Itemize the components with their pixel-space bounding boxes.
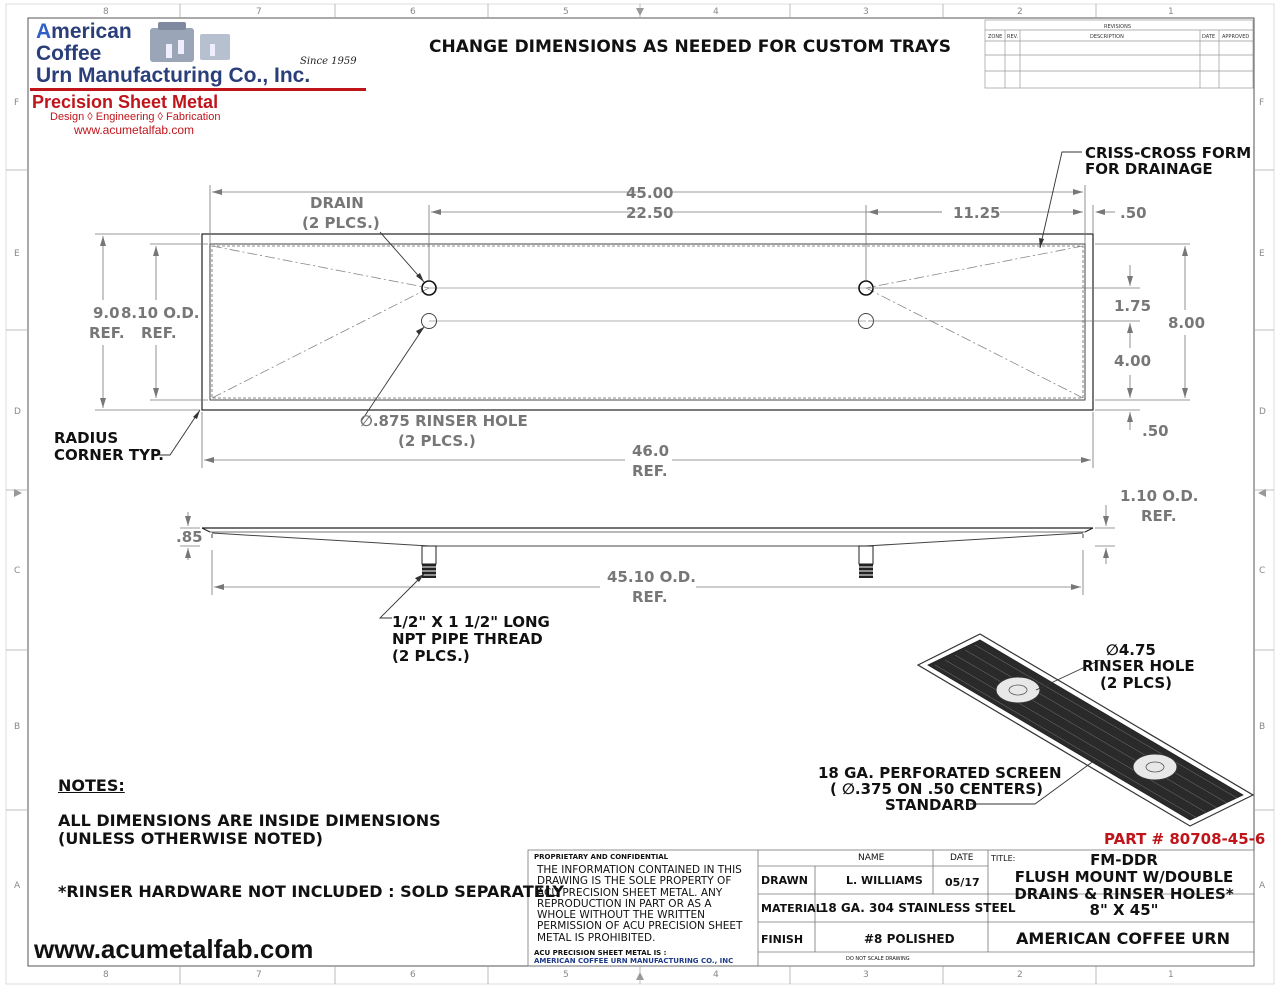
- zone-row-a-right: A: [1259, 881, 1266, 891]
- logo-line1-rest: merican: [51, 20, 132, 43]
- no-scale: DO NOT SCALE DRAWING: [846, 956, 910, 962]
- zone-col-8-bottom: 8: [103, 970, 109, 980]
- zone-col-7: 7: [256, 7, 262, 17]
- crisscross-leader-arrow: [1039, 238, 1044, 248]
- criss-cross-lines: [212, 246, 1083, 398]
- material-label: MATERIAL: [761, 902, 823, 915]
- title-line1: FM-DDR: [1090, 851, 1158, 869]
- part-number: PART # 80708-45-6: [1104, 830, 1266, 848]
- notes-line1: ALL DIMENSIONS ARE INSIDE DIMENSIONS: [58, 811, 441, 830]
- notes-line3: *RINSER HARDWARE NOT INCLUDED : SOLD SEPARATELY: [58, 882, 564, 901]
- thread-leader: [380, 574, 424, 618]
- dim-85: .85: [176, 528, 203, 546]
- zone-col-5: 5: [563, 7, 569, 17]
- zone-col-4: 4: [713, 7, 719, 17]
- dim-400: 4.00: [1114, 352, 1152, 370]
- drawn-label: DRAWN: [761, 874, 808, 887]
- crisscross-line2: FOR DRAINAGE: [1085, 160, 1213, 178]
- iso-hole-dia: ∅4.75: [1106, 641, 1156, 659]
- dim-460: 46.0: [632, 442, 670, 460]
- center-mark-top: [636, 8, 644, 16]
- zone-row-e-right: E: [1259, 249, 1265, 259]
- rev-col-zone: ZONE: [988, 34, 1003, 40]
- crisscross-line1: CRISS-CROSS FORM: [1085, 144, 1252, 162]
- prop-foot-1: ACU PRECISION SHEET METAL IS :: [534, 949, 667, 957]
- logo-url: www.acumetalfab.com: [74, 123, 195, 137]
- dim-od-arrow-top: [1103, 516, 1109, 526]
- dim-od-ref: REF.: [1141, 507, 1177, 525]
- rev-col-approved: APPROVED: [1222, 34, 1250, 40]
- zone-col-2-bottom: 2: [1017, 970, 1023, 980]
- zone-col-1: 1: [1168, 7, 1174, 17]
- header-title: CHANGE DIMENSIONS AS NEEDED FOR CUSTOM TRAYS: [429, 37, 951, 57]
- drain-qty: (2 PLCS.): [302, 214, 380, 232]
- dim-4510: 45.10 O.D.: [607, 568, 696, 586]
- zone-row-b-right: B: [1259, 722, 1266, 732]
- dim-edge-bottom: .50: [1142, 422, 1169, 440]
- logo-precision: Precision Sheet Metal: [32, 92, 219, 112]
- dim-quarter: 11.25: [953, 204, 1001, 222]
- dim-overall: 45.00: [626, 184, 674, 202]
- zone-row-e: E: [14, 249, 20, 259]
- dim-od-arrow-bottom: [1103, 548, 1109, 558]
- title-label: TITLE:: [991, 854, 1016, 863]
- logo-red-rule: [30, 88, 366, 91]
- prop-heading: PROPRIETARY AND CONFIDENTIAL: [534, 853, 669, 861]
- top-view: [202, 234, 1093, 410]
- logo-services: Design ◊ Engineering ◊ Fabrication: [50, 111, 221, 123]
- title-line2: FLUSH MOUNT W/DOUBLE: [1014, 868, 1234, 886]
- zone-row-d: D: [14, 407, 21, 417]
- dimension-arrows: [100, 189, 1188, 463]
- tray-inner-outline: [210, 244, 1085, 400]
- zone-row-f: F: [14, 98, 20, 108]
- tray-outer-outline: [202, 234, 1093, 410]
- screen-line1: 18 GA. PERFORATED SCREEN: [818, 764, 1062, 782]
- logo-urn: Urn Manufacturing Co., Inc.: [36, 64, 311, 87]
- tray-inner-dashed: [212, 246, 1083, 398]
- thread-line1: 1/2" X 1 1/2" LONG: [392, 613, 550, 631]
- zone-col-7-bottom: 7: [256, 970, 262, 980]
- rev-col-rev: REV.: [1007, 34, 1018, 40]
- notes-heading: NOTES:: [58, 776, 125, 795]
- dim-4510-ref: REF.: [632, 588, 668, 606]
- iso-hole-label: RINSER HOLE: [1082, 657, 1195, 675]
- zone-col-3: 3: [863, 7, 869, 17]
- ref-height-1: 9.0: [93, 304, 120, 322]
- center-mark-bottom: [636, 972, 644, 980]
- dim-4510-arrow-right: [1071, 584, 1081, 590]
- zone-col-8: 8: [103, 7, 109, 17]
- dim-edge-top: .50: [1120, 204, 1147, 222]
- dim-460-ref: REF.: [632, 462, 668, 480]
- pipe-thread-right: [859, 546, 873, 578]
- pipe-thread-left: [422, 546, 436, 578]
- notes-line2: (UNLESS OTHERWISE NOTED): [58, 829, 323, 848]
- logo-american: American: [36, 20, 132, 43]
- drain-label: DRAIN: [310, 194, 364, 212]
- dim-800: 8.00: [1168, 314, 1206, 332]
- zone-col-1-bottom: 1: [1168, 970, 1174, 980]
- dim-85-arrow-bottom: [185, 548, 191, 558]
- zone-col-6-bottom: 6: [410, 970, 416, 980]
- prop-foot-2: AMERICAN COFFEE URN MANUFACTURING CO., INC: [534, 957, 734, 965]
- screen-line2: ( ∅.375 ON .50 CENTERS): [830, 780, 1043, 798]
- revisions-table: [985, 20, 1253, 88]
- dim-half: 22.50: [626, 204, 674, 222]
- screen-line3: STANDARD: [885, 796, 978, 814]
- finish-label: FINISH: [761, 933, 804, 946]
- zone-row-c: C: [14, 566, 21, 576]
- company-name: AMERICAN COFFEE URN: [1016, 929, 1230, 948]
- zone-row-c-right: C: [1259, 566, 1266, 576]
- iso-hole-qty: (2 PLCS): [1100, 674, 1173, 692]
- rinser-hole-qty: (2 PLCS.): [398, 432, 476, 450]
- thread-line3: (2 PLCS.): [392, 647, 470, 665]
- logo-coffee: Coffee: [36, 42, 102, 65]
- dim-od: 1.10 O.D.: [1120, 487, 1199, 505]
- top-dimension-lines: [95, 185, 1190, 468]
- zone-row-f-right: F: [1259, 98, 1265, 108]
- footer-url: www.acumetalfab.com: [34, 934, 314, 964]
- rinser-hole-label: ∅.875 RINSER HOLE: [360, 412, 528, 430]
- ref-word-1: REF.: [89, 324, 125, 342]
- dim-175: 1.75: [1114, 297, 1152, 315]
- zone-col-5-bottom: 5: [563, 970, 569, 980]
- col-name: NAME: [858, 853, 885, 863]
- zone-row-a: A: [14, 881, 21, 891]
- radius-leader-arrow: [193, 410, 200, 419]
- zone-col-2: 2: [1017, 7, 1023, 17]
- zone-col-6: 6: [410, 7, 416, 17]
- iso-rinser-hole-left: [996, 677, 1040, 703]
- finish-value: #8 POLISHED: [864, 932, 955, 946]
- dim-85-arrow-top: [185, 516, 191, 526]
- radius-line1: RADIUS: [54, 429, 119, 447]
- dim-4510-arrow-left: [214, 584, 224, 590]
- drawn-date: 05/17: [945, 876, 980, 889]
- iso-rinser-hole-right: [1133, 754, 1177, 780]
- logo-urn-graphic: [150, 22, 230, 62]
- title-line3: DRAINS & RINSER HOLES*: [1014, 885, 1234, 903]
- drawn-name: L. WILLIAMS: [846, 874, 923, 887]
- zone-col-3-bottom: 3: [863, 970, 869, 980]
- thread-line2: NPT PIPE THREAD: [392, 630, 543, 648]
- zone-row-d-right: D: [1259, 407, 1266, 417]
- ref-height-2: 8.10 O.D.: [121, 304, 200, 322]
- rev-col-date: DATE: [1202, 34, 1216, 40]
- zone-row-b: B: [14, 722, 21, 732]
- revisions-title: REVISIONS: [1104, 24, 1132, 30]
- zone-col-4-bottom: 4: [713, 970, 719, 980]
- logo-since: Since 1959: [300, 56, 357, 67]
- radius-line2: CORNER TYP.: [54, 446, 164, 464]
- title-line4: 8" X 45": [1089, 901, 1159, 919]
- col-date: DATE: [950, 853, 974, 863]
- ref-word-2: REF.: [141, 324, 177, 342]
- prop-text: THE INFORMATION CONTAINED IN THIS DRAWING IS THE SOLE PROPERTY OF ACU PRECISION SHEET METAL. ANY REPRODUCTION IN PART OR AS A WHOLE WITHOUT THE WRITTEN PERMISSION OF ACU PRECISION SHEET METAL IS PROHIBITED.: [537, 864, 743, 944]
- rev-col-description: DESCRIPTION: [1090, 34, 1124, 40]
- material-value: 18 GA. 304 STAINLESS STEEL: [820, 901, 1016, 915]
